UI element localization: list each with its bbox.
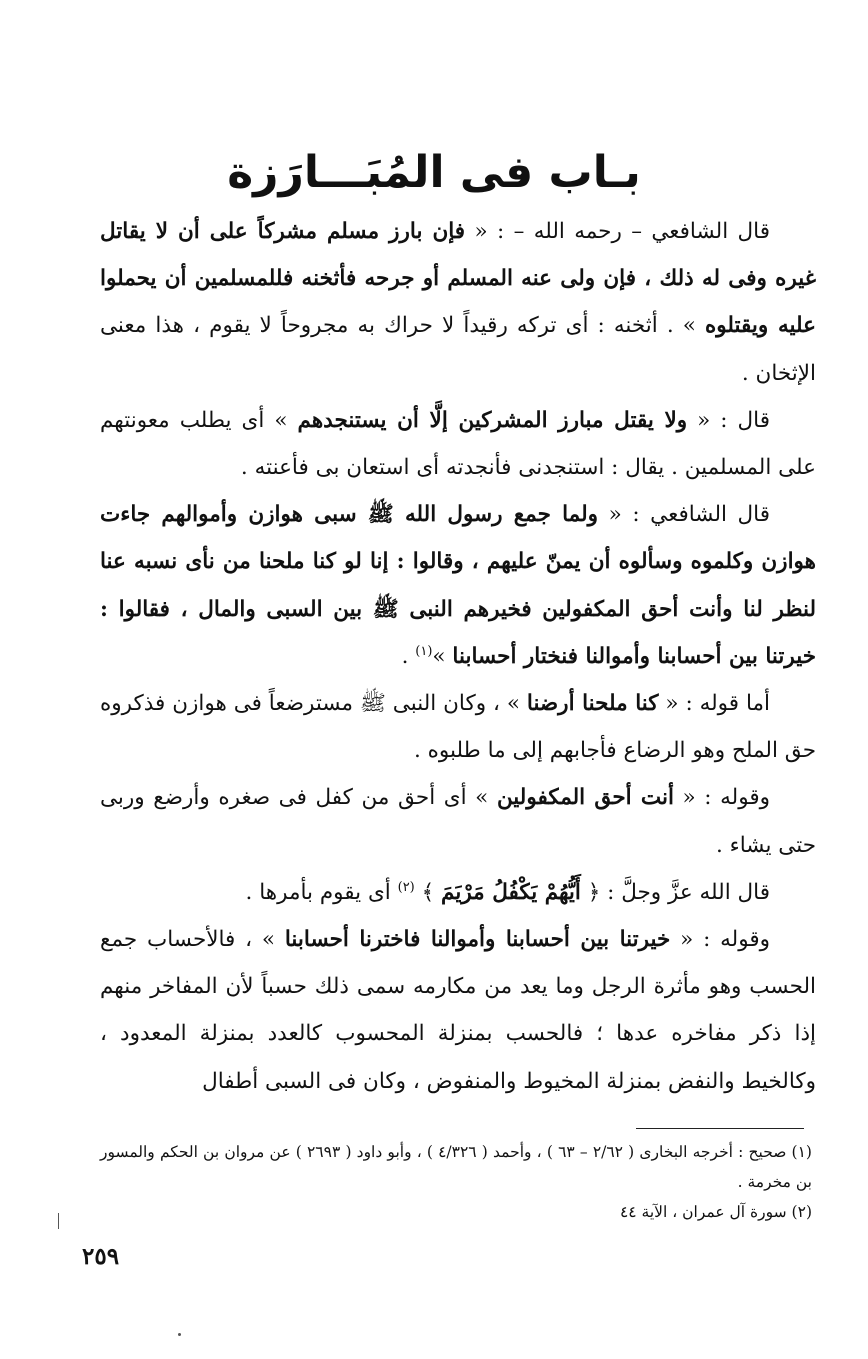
quoted-text-bold: كنا ملحنا أرضنا [526,691,659,717]
text-segment: قال الشافعي – رحمه الله – : « [465,219,770,244]
quoted-text-bold: ولا يقتل مبارز المشركين إلَّا أن يستنجدهم [297,407,688,433]
footnote-ref-1: (١) [415,643,433,659]
text-segment: » ، فالأحساب جمع الحسب وهو مأثرة الرجل وما يعد من مكارمه سمى ذلك حسباً لأن المفاخر منهم إذا ذكر مفاخره عدها ؛ فالحسب بمنزلة المحسوب كالعدد بمنزلة المعدود ، وكالخيط والنفض بمنزلة المخيوط والمنفوض ، وكان فى السبى أطفال [100,927,816,1094]
footnote-1: (١) صحيح : أخرجه البخارى ( ٢/٦٢ – ٦٣ ) ، وأحمد ( ٤/٣٢٦ ) ، وأبو داود ( ٢٦٩٣ ) عن مروان بن الحكم والمسور بن مخرمة . [100,1143,812,1191]
text-segment: وقوله : « [673,785,770,811]
paragraph-4 [100,680,816,774]
paragraph-3 [100,491,816,680]
text-segment: » [432,643,453,669]
text-segment: أى يقوم بأمرها . [245,879,398,905]
footnotes [100,1137,812,1227]
text-segment: » أى أحق من كفل فى صغره وأرضع وربى حتى يشاء . [100,785,816,858]
scan-speck [178,1333,181,1336]
paragraph-2 [100,397,816,491]
main-text [100,208,816,1105]
paragraph-6 [100,869,816,916]
footnote-2: (٢) سورة آل عمران ، الآية ٤٤ [619,1203,812,1221]
text-segment: قال الشافعي : « [598,502,770,528]
paragraph-1 [100,208,816,397]
text-segment: قال الله عزَّ وجلَّ : ﴿ [580,879,770,905]
quoted-text-bold: فإن بارز مسلم مشركاً على أن لا يقاتل غيره وفى له ذلك ، فإن ولى عنه المسلم أو جرحه فأثخنه فللمسلمين أن يحملوا عليه ويقتلوه [100,219,816,339]
quoted-text-bold: ولما جمع رسول الله ﷺ سبى هوازن وأموالهم جاءت هوازن وكلموه وسألوه أن يمنّ عليهم ، وقالوا : إنا لو كنا ملحنا من نأى نسبه عنا لنظر لنا وأنت أحق المكفولين فخيرهم النبى ﷺ بين السبى والمال ، فقالوا : خيرتنا بين أحسابنا وأموالنا فنختار أحسابنا [100,502,816,669]
text-segment: ﴾ [414,879,442,905]
text-segment: قال : « [687,407,770,433]
text-segment: أما قوله : « [658,691,770,717]
text-segment: » أى يطلب معونتهم على المسلمين . يقال : استنجدنى فأنجدته أى استعان بى فأعنته . [100,407,816,481]
text-segment: وقوله : « [670,927,770,953]
text-segment: » . أثخنه : أى تركه رقيداً لا حراك به مجروحاً لا يقوم ، هذا معنى الإثخان . [100,313,816,386]
paragraph-7 [100,916,816,1105]
quoted-text-bold: أنت أحق المكفولين [496,785,674,811]
paragraph-5 [100,774,816,868]
footnote-divider [636,1128,804,1129]
chapter-title: بـاب فى المُبَـــارَزة [227,147,641,198]
footnote-ref-2: (٢) [397,879,415,895]
text-segment: » ، وكان النبى ﷺ مسترضعاً فى هوازن فذكروه حق الملح وهو الرضاع فأجابهم إلى ما طلبوه . [100,691,816,764]
quoted-text-bold: خيرتنا بين أحسابنا وأموالنا فاخترنا أحسابنا [284,927,671,953]
text-segment: . [401,643,416,669]
page-number: ٢٥٩ [82,1243,120,1270]
quran-quote-bold: أَيُّهُمْ يَكْفُلُ مَرْيَمَ [441,879,581,905]
margin-mark [58,1213,59,1229]
